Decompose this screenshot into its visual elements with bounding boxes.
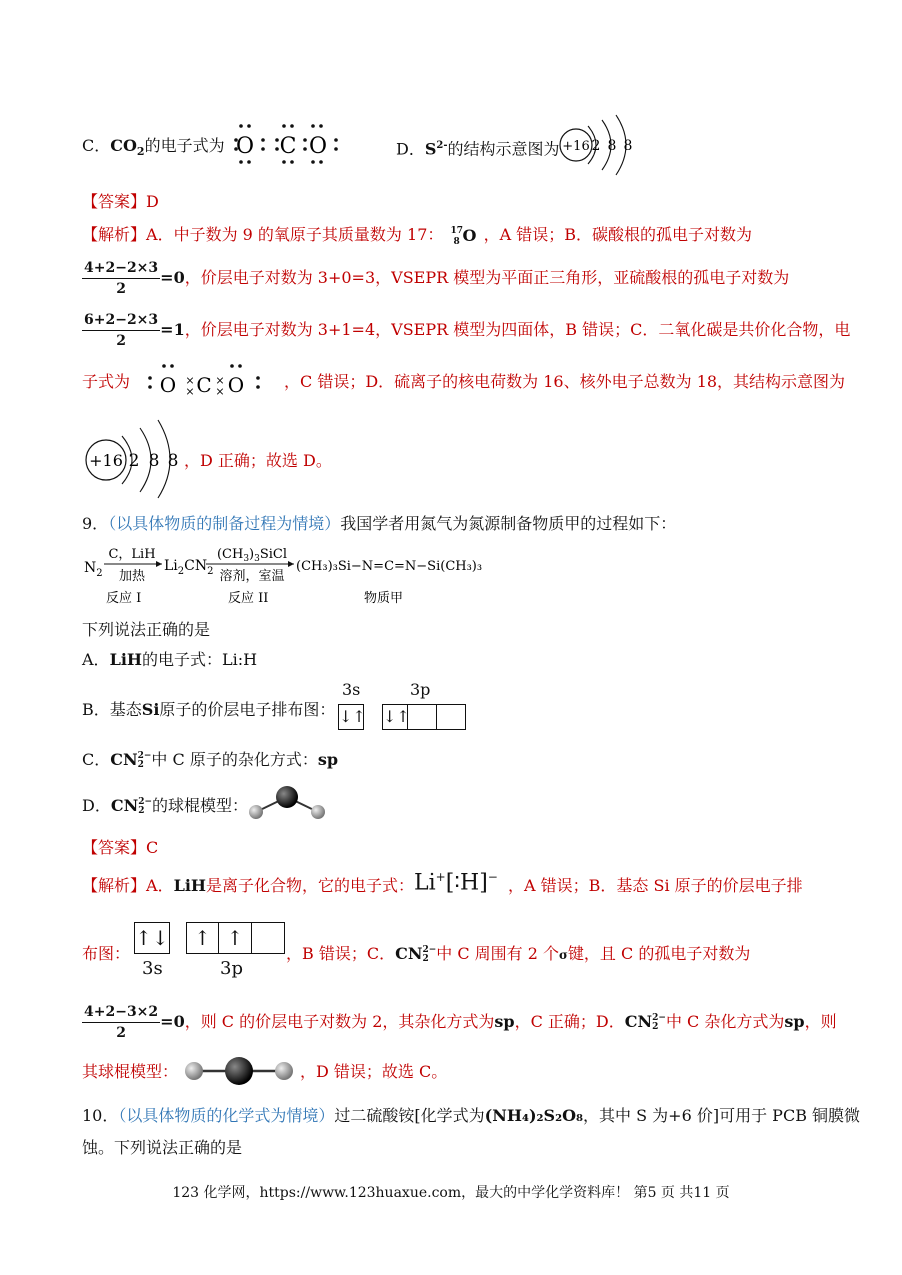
- shell-count: 8: [167, 451, 179, 471]
- ion-symbol: CN: [110, 750, 138, 769]
- explanation-line: [82, 372, 130, 392]
- explanation-line: [300, 1062, 447, 1082]
- explanation-text: 键，且 C 的孤电子对数为: [567, 944, 751, 963]
- shell-count: 8: [623, 138, 633, 154]
- option-text: 的电子式：: [142, 650, 223, 669]
- nucleus-charge: +16: [562, 139, 590, 154]
- ion-symbol: CN: [624, 1012, 653, 1031]
- answer-line: [82, 838, 158, 858]
- fraction-result: =0: [160, 268, 185, 287]
- explanation-label: 【解析】: [82, 876, 147, 895]
- option-a-line: [82, 650, 257, 670]
- question-9-stem: [82, 514, 676, 534]
- linear-ball-stick-model: [180, 1054, 300, 1088]
- option-text: 的电子式为: [144, 136, 225, 155]
- reaction-1-label: 反应 I: [106, 591, 142, 606]
- orbital-box: ↑: [219, 922, 252, 954]
- s2-structure-diagram-large: [84, 418, 194, 500]
- co2-wrong-lewis-structure: [142, 360, 282, 404]
- explanation-text: A．: [146, 876, 174, 895]
- bent-ball-stick-model: [244, 784, 330, 824]
- orbital-box: ↓↑: [382, 704, 408, 730]
- reaction-1-reagent: C，LiH: [108, 547, 156, 562]
- shell-count: 2: [591, 138, 601, 154]
- atomic-number: 8: [453, 236, 460, 247]
- fraction: [82, 1002, 160, 1043]
- question-text: 过二硫酸铵[化学式为: [334, 1106, 485, 1125]
- question-10-stem: [82, 1106, 860, 1126]
- orbital-box: [437, 704, 466, 730]
- explanation-text: ，价层电子对数为 3+0=3，VSEPR 模型为平面正三角形，亚硫酸根的孤电子对数为: [184, 268, 790, 287]
- option-label: B．: [82, 700, 110, 719]
- svg-text:×: ×: [215, 374, 225, 387]
- explanation-line: [82, 944, 130, 964]
- fraction-result: =1: [160, 320, 185, 339]
- fraction-denominator: 2: [116, 281, 126, 297]
- explanation-text: 布图：: [82, 944, 131, 963]
- orbital-3p-boxes: [186, 922, 285, 954]
- explanation-text: A．中子数为 9 的氧原子其质量数为 17：: [146, 225, 444, 244]
- reactant-n2: $N_2$: [84, 560, 103, 579]
- element-symbol: Si: [141, 700, 160, 719]
- ion-charge-sub: 2− 2: [422, 944, 437, 964]
- fraction: [82, 310, 160, 351]
- option-text: 的球棍模型：: [152, 796, 249, 815]
- s2-structure-diagram: [558, 112, 638, 176]
- orbital-3s-boxes: [338, 704, 364, 730]
- explanation-line: [286, 944, 750, 965]
- option-text: 基态: [109, 700, 142, 719]
- svg-text:×: ×: [185, 385, 195, 398]
- explanation-text: ，C 正确；D．: [514, 1012, 625, 1031]
- shell-count: 8: [148, 451, 160, 471]
- ion-symbol: S: [424, 139, 437, 159]
- ion-symbol: CN: [110, 796, 139, 815]
- option-label: D．: [396, 139, 425, 159]
- lih-ionic-formula: Li+[∶H]−: [414, 870, 498, 896]
- question-10-stem-cont: 蚀。下列说法正确的是: [82, 1138, 243, 1157]
- isotope-notation: [448, 226, 478, 246]
- explanation-line: [82, 876, 414, 896]
- reaction-2-reagent: $(CH_3)_3SiCl$: [216, 547, 288, 564]
- orbital-label-3p: 3p: [410, 680, 431, 699]
- mass-number: 17: [450, 225, 463, 236]
- fraction-denominator: 2: [116, 333, 126, 349]
- explanation-line: [82, 1002, 837, 1043]
- formula: (NH₄)₂S₂O₈: [484, 1106, 584, 1125]
- formula: LiH: [173, 876, 207, 895]
- element-symbol: O: [462, 225, 477, 245]
- explanation-line: [184, 451, 332, 471]
- option-d-line: [396, 136, 560, 159]
- page-footer: 123 化学网，https://www.123huaxue.com，最大的中学化学资料库！ 第5 页 共11 页: [172, 1185, 730, 1201]
- explanation-line: [82, 310, 850, 351]
- fraction-result: =0: [160, 1012, 185, 1031]
- hybridization: sp: [784, 1012, 805, 1031]
- option-text: 原子的价层电子排布图：: [159, 700, 336, 719]
- o-atom: O: [227, 373, 245, 397]
- answer-label: 【答案】: [82, 838, 147, 857]
- option-text: 的结构示意图为: [447, 139, 560, 159]
- explanation-text: ，价层电子对数为 3+1=4，VSEPR 模型为四面体，B 错误；C．二氧化碳是共价化合物，电: [184, 320, 851, 339]
- ion-symbol: CN: [395, 944, 423, 963]
- explanation-text: ，D 错误；故选 C。: [300, 1062, 448, 1081]
- option-d-line: [82, 796, 248, 816]
- explanation-text: ，C 错误；D．硫离子的核电荷数为 16、核外电子总数为 18，其结构示意图为: [284, 372, 846, 391]
- o-atom: O: [235, 134, 255, 159]
- orbital-box: [408, 704, 437, 730]
- reaction-2-condition: 溶剂，室温: [219, 569, 285, 584]
- option-b-line: [82, 700, 335, 720]
- question-number: 9．: [82, 514, 109, 533]
- option-c-line: [82, 750, 338, 770]
- explanation-text: ，则: [804, 1012, 837, 1031]
- answer-line: [82, 192, 159, 212]
- answer-value: C: [146, 838, 159, 857]
- explanation-text: 子式为: [82, 372, 131, 391]
- o-atom: O: [159, 373, 177, 397]
- hybridization: sp: [494, 1012, 515, 1031]
- explanation-line: [82, 258, 789, 299]
- answer-label: 【答案】: [82, 192, 147, 211]
- svg-text:×: ×: [215, 385, 225, 398]
- question-tag: （以具体物质的制备过程为情境）: [108, 514, 341, 533]
- explanation-text: ，则 C 的价层电子对数为 2，其杂化方式为: [184, 1012, 495, 1031]
- fraction-numerator: 4+2−2×3: [82, 258, 160, 279]
- option-label: C．: [82, 136, 111, 155]
- formula: LiH: [109, 650, 143, 669]
- orbital-box: [252, 922, 285, 954]
- nucleus-charge: +16: [89, 451, 123, 470]
- option-label: D．: [82, 796, 111, 815]
- explanation-line: [508, 876, 803, 896]
- option-label: C．: [82, 750, 111, 769]
- question-number: 10．: [82, 1106, 119, 1125]
- orbital-box: ↑: [186, 922, 219, 954]
- question-tag: （以具体物质的化学式为情境）: [118, 1106, 335, 1125]
- formula: CO: [110, 136, 137, 155]
- fraction-numerator: 6+2−2×3: [82, 310, 160, 331]
- question-text: 我国学者用氮气为氮源制备物质甲的过程如下：: [340, 514, 677, 533]
- explanation-text: 其球棍模型：: [82, 1062, 179, 1081]
- ion-charge-sub: 2− 2: [138, 796, 153, 816]
- intermediate-li2cn2: $Li_2CN_2$: [164, 558, 214, 577]
- explanation-line: [284, 372, 845, 392]
- hybridization: sp: [317, 750, 339, 769]
- ion-charge-sub: 2− 2: [652, 1012, 666, 1032]
- explanation-text: ，A 错误；B．基态 Si 原子的价层电子排: [508, 876, 803, 895]
- subscript: 2: [136, 145, 145, 159]
- svg-text:×: ×: [185, 374, 195, 387]
- reaction-2-label: 反应 II: [228, 591, 269, 606]
- product-jia: (CH₃)₃Si−N=C=N−Si(CH₃)₃: [296, 559, 483, 574]
- explanation-text: 中 C 周围有 2 个: [436, 944, 560, 963]
- orbital-label-3s: 3s: [142, 958, 163, 979]
- shell-count: 8: [607, 138, 617, 154]
- option-value: Li:H: [222, 650, 258, 669]
- reaction-scheme: [82, 540, 502, 608]
- fraction-numerator: 4+2−3×2: [82, 1002, 160, 1023]
- c-atom: C: [279, 134, 297, 159]
- sigma-bond: σ: [559, 948, 568, 962]
- explanation-text: 中 C 杂化方式为: [665, 1012, 785, 1031]
- explanation-line: [82, 1062, 178, 1082]
- answer-value: D: [146, 192, 159, 211]
- ion-charge-sub: 2− 2: [137, 750, 152, 770]
- option-c-line: [82, 136, 225, 162]
- fraction-denominator: 2: [116, 1025, 126, 1041]
- orbital-label-3p: 3p: [220, 958, 243, 979]
- orbital-3s-boxes: [134, 922, 170, 954]
- explanation-text: ，D 正确；故选 D。: [184, 451, 332, 470]
- orbital-label-3s: 3s: [342, 680, 361, 699]
- orbital-box: ↓↑: [338, 704, 364, 730]
- ion-charge: 2-: [436, 140, 448, 151]
- question-text: ，其中 S 为+6 价]可用于 PCB 铜膜微: [583, 1106, 861, 1125]
- option-label: A．: [82, 650, 110, 669]
- orbital-3p-boxes: [382, 704, 466, 730]
- o-atom: O: [308, 134, 328, 159]
- reaction-1-condition: 加热: [118, 569, 146, 584]
- explanation-line: [82, 225, 752, 246]
- question-prompt: 下列说法正确的是: [82, 620, 211, 639]
- c-atom: C: [196, 373, 212, 397]
- explanation-text: ，B 错误；C．: [286, 944, 396, 963]
- fraction: [82, 258, 160, 299]
- explanation-label: 【解析】: [82, 225, 147, 244]
- orbital-box: ↑↓: [134, 922, 170, 954]
- co2-lewis-structure: [228, 120, 348, 168]
- explanation-text: ，A 错误；B．碳酸根的孤电子对数为: [483, 225, 752, 244]
- product-label: 物质甲: [364, 591, 404, 606]
- explanation-text: 是离子化合物，它的电子式：: [206, 876, 415, 895]
- shell-count: 2: [128, 451, 140, 471]
- option-text: 中 C 原子的杂化方式：: [151, 750, 318, 769]
